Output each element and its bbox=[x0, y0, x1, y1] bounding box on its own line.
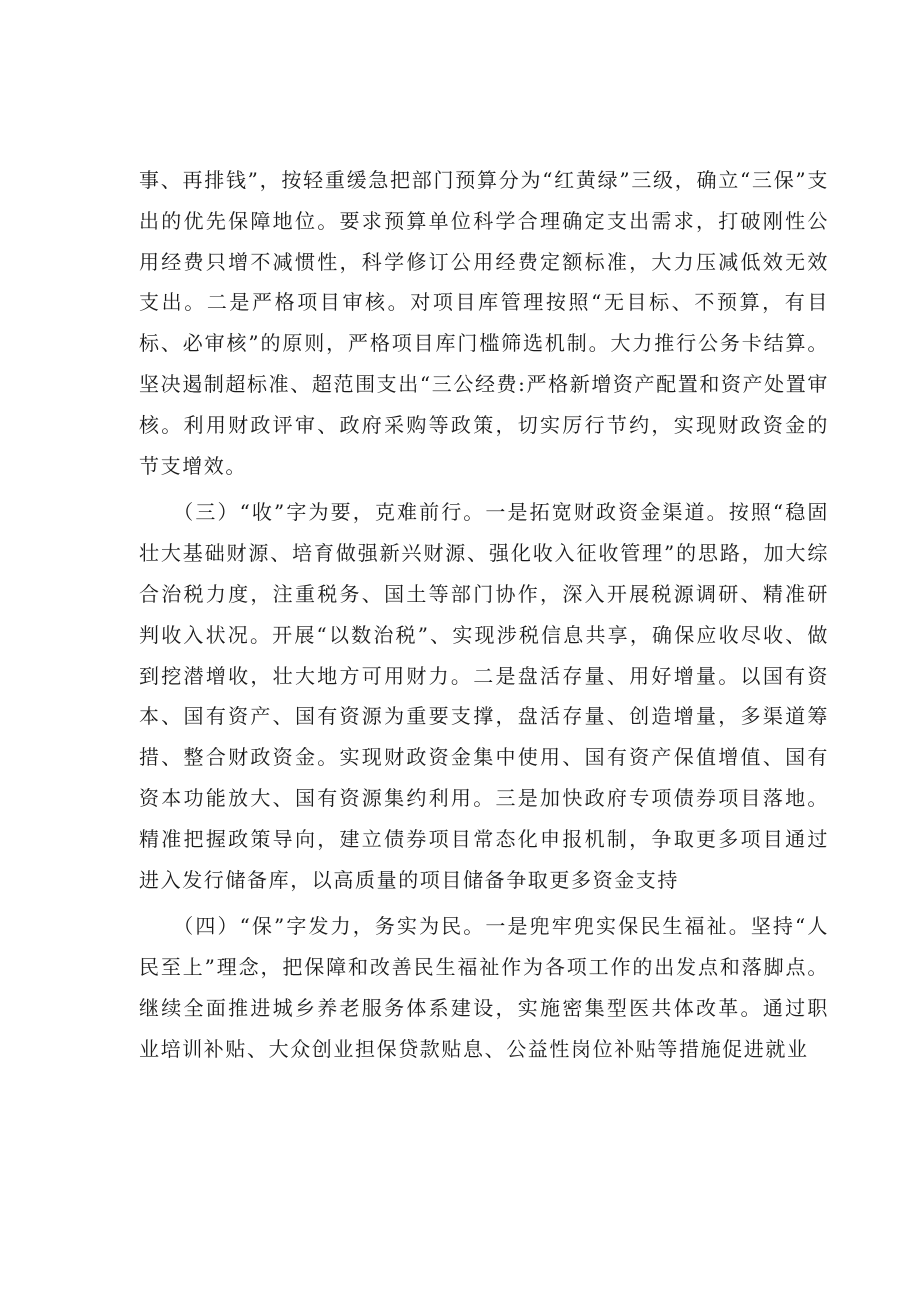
body-text bbox=[139, 160, 829, 1070]
paragraph-budget-control: 事、再排钱”，按轻重缓急把部门预算分为“红黄绿”三级，确立“三保”支出的优先保障地位。要求预算单位科学合理确定支出需求，打破刚性公用经费只增不减惯性，科学修订公用经费定额标准，大力压减低效无效支出。二是严格项目审核。对项目库管理按照“无目标、不预算，有目标、必审核”的原则，严格项目库门槛筛选机制。大力推行公务卡结算。坚决遏制超标准、超范围支出“三公经费:严格新增资产配置和资产处置审核。利用财政评审、政府采购等政策，切实厉行节约，实现财政资金的节支增效。 bbox=[139, 168, 829, 478]
paragraph-section-three-revenue: （三）“收”字为要，克难前行。一是拓宽财政资金渠道。按照“稳固壮大基础财源、培育做强新兴财源、强化收入征收管理”的思路，加大综合治税力度，注重税务、国土等部门协作，深入开展税源调研、精准研判收入状况。开展“以数治税”、实现涉税信息共享，确保应收尽收、做到挖潜增收，壮大地方可用财力。二是盘活存量、用好增量。以国有资本、国有资产、国有资源为重要支撑，盘活存量、创造增量，多渠道筹措、整合财政资金。实现财政资金集中使用、国有资产保值增值、国有资本功能放大、国有资源集约利用。三是加快政府专项债券项目落地。精准把握政策导向，建立债券项目常态化申报机制，争取更多项目通过进入发行储备库，以高质量的项目储备争取更多资金支持 bbox=[139, 500, 829, 892]
paragraph-section-four-livelihood: （四）“保”字发力，务实为民。一是兜牢兜实保民生福祉。坚持“人民至上”理念，把保障和改善民生福祉作为各项工作的出发点和落脚点。继续全面推进城乡养老服务体系建设，实施密集型医共体改革。通过职业培训补贴、大众创业担保贷款贴息、公益性岗位补贴等措施促进就业 bbox=[139, 914, 829, 1061]
